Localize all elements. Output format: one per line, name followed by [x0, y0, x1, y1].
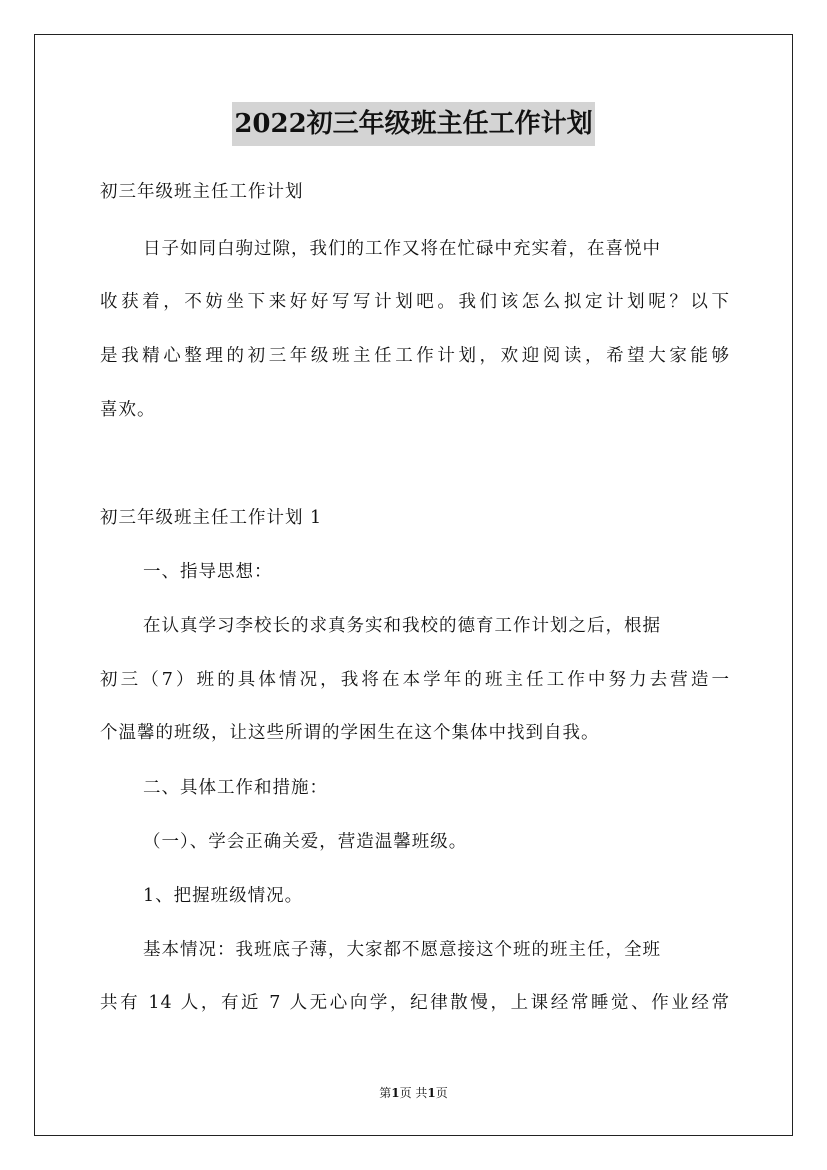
section-subheading: 二、具体工作和措施：: [143, 778, 328, 798]
footer-page-suffix: 页: [435, 1086, 448, 1100]
paragraph-line: 在认真学习李校长的求真务实和我校的德育工作计划之后，根据: [143, 616, 661, 636]
footer-page-total: 1: [427, 1086, 436, 1100]
paragraph-line: 共有 14 人，有近 7 人无心向学，纪律散慢，上课经常睡觉、作业经常: [100, 993, 730, 1013]
paragraph-line: 个温馨的班级，让这些所谓的学困生在这个集体中找到自我。: [100, 723, 600, 743]
paragraph-line: 日子如同白驹过隙，我们的工作又将在忙碌中充实着，在喜悦中: [143, 239, 661, 259]
document-title: 2022初三年级班主任工作计划: [232, 102, 594, 146]
section-heading: 初三年级班主任工作计划 1: [100, 508, 323, 528]
footer-page-prefix: 第: [379, 1086, 392, 1100]
footer-page-current: 1: [391, 1086, 400, 1100]
subtitle-line: 初三年级班主任工作计划: [100, 182, 304, 202]
section-subheading: 一、指导思想：: [143, 562, 273, 582]
section-subheading: （一）、学会正确关爱，营造温馨班级。: [143, 832, 468, 852]
page-footer: [0, 1084, 827, 1101]
paragraph-line: 是我精心整理的初三年级班主任工作计划，欢迎阅读，希望大家能够: [100, 346, 730, 366]
paragraph-line: 基本情况：我班底子薄，大家都不愿意接这个班的班主任，全班: [143, 940, 661, 960]
title-container: [0, 102, 827, 146]
section-subheading: 1、把握班级情况。: [143, 886, 304, 906]
paragraph-line: 喜欢。: [100, 400, 156, 420]
paragraph-line: 初三（7）班的具体情况，我将在本学年的班主任工作中努力去营造一: [100, 670, 730, 690]
footer-page-mid: 页 共: [399, 1086, 428, 1100]
paragraph-line: 收获着，不妨坐下来好好写写计划吧。我们该怎么拟定计划呢？以下: [100, 292, 730, 312]
